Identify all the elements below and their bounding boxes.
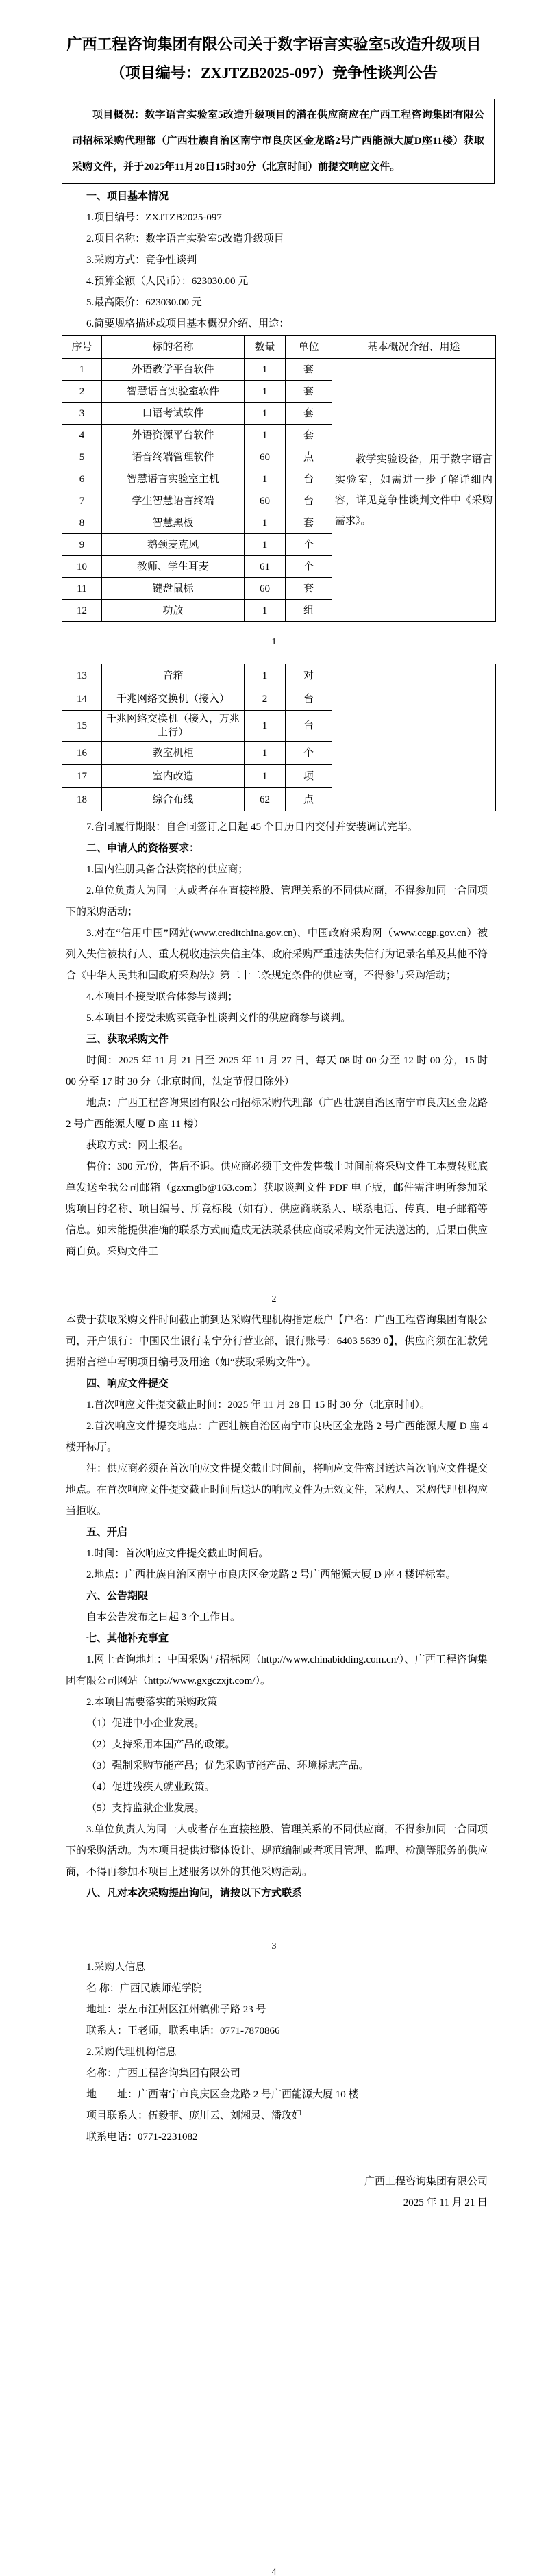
column-header: 基本概况介绍、用途 (332, 336, 496, 359)
paragraph: （1）促进中小企业发展。 (86, 1718, 205, 1729)
section4-heading: 四、响应文件提交 (86, 1378, 169, 1389)
table-cell: 1 (245, 403, 286, 425)
table-cell: 1 (245, 534, 286, 556)
section7-items (0, 1650, 548, 1883)
table-header-row (62, 336, 496, 359)
paragraph: 5.最高限价：623030.00 元 (86, 297, 202, 308)
section7-heading: 七、其他补充事宜 (86, 1633, 169, 1644)
paragraph: （5）支持监狱企业发展。 (86, 1803, 205, 1814)
price-clause-continued: 本费于获取采购文件时间截止前到达采购代理机构指定账户【户名：广西工程咨询集团有限公司，开户银行：中国民生银行南宁分行营业部，银行账号：6403 5639 0】，供应商须在汇款凭据附言栏中写明项目编号及用途（如“获取采购文件”）。 (66, 1315, 488, 1368)
signature-date: 2025 年 11 月 21 日 (403, 2197, 488, 2208)
table-cell: 千兆网络交换机（接入，万兆上行） (102, 711, 245, 742)
table-cell: 键盘鼠标 (102, 578, 245, 600)
table-cell: 综合布线 (102, 788, 245, 811)
table-cell: 1 (245, 742, 286, 765)
paragraph: 4.预算金额（人民币）：623030.00 元 (86, 276, 249, 287)
table-cell: 1 (245, 512, 286, 534)
paragraph: 联系人：王老师，联系电话：0771-7870866 (86, 2025, 280, 2036)
paragraph: 2.本项目需要落实的采购政策 (86, 1697, 218, 1708)
contact-info (0, 1957, 548, 2148)
table-cell: 外语教学平台软件 (102, 359, 245, 381)
table-cell: 2 (245, 687, 286, 711)
table-cell: 11 (62, 578, 102, 600)
table-cell: 61 (245, 556, 286, 578)
paragraph: 1.项目编号：ZXJTZB2025-097 (86, 212, 222, 223)
paragraph: 注：供应商必须在首次响应文件提交截止时间前，将响应文件密封送达首次响应文件提交地点。在首次响应文件提交截止时间后送达的响应文件为无效文件，采购人、采购代理机构应当拒收。 (66, 1463, 488, 1517)
section4-items (0, 1395, 548, 1522)
paragraph: 1.首次响应文件提交截止时间：2025 年 11 月 28 日 15 时 30 分（北京时间）。 (86, 1400, 430, 1411)
table-cell: 室内改造 (102, 765, 245, 788)
title-line2: （项目编号：ZXJTZB2025-097）竞争性谈判公告 (110, 64, 438, 81)
paragraph: 1.采购人信息 (86, 1962, 146, 1973)
table-cell: 台 (286, 687, 332, 711)
page-number-4: 4 (271, 2567, 277, 2576)
paragraph: 名 称：广西民族师范学院 (86, 1983, 202, 1994)
table-cell: 9 (62, 534, 102, 556)
table-cell: 鹅颈麦克风 (102, 534, 245, 556)
table-cell: 3 (62, 403, 102, 425)
section2-heading: 二、申请人的资格要求： (86, 843, 200, 854)
project-overview-text: 项目概况：数字语言实验室5改造升级项目的潜在供应商应在广西工程咨询集团有限公司招标采购代理部（广西壮族自治区南宁市良庆区金龙路2号广西能源大厦D座11楼）获取采购文件，并于2025年11月28日15时30分（北京时间）前提交响应文件。 (72, 110, 484, 173)
table-cell: 套 (286, 381, 332, 403)
table-description-cell (332, 664, 496, 811)
items-table-page1 (62, 335, 496, 622)
table-cell: 13 (62, 664, 102, 687)
table-cell: 个 (286, 556, 332, 578)
table-cell: 16 (62, 742, 102, 765)
table-cell: 6 (62, 468, 102, 490)
document-title (55, 0, 493, 88)
paragraph: 联系电话：0771-2231082 (86, 2132, 198, 2143)
section6-heading: 六、公告期限 (86, 1591, 149, 1602)
table-cell: 60 (245, 578, 286, 600)
paragraph: 地址：崇左市江州区江州镇佛子路 23 号 (86, 2004, 266, 2015)
project-overview-box (62, 99, 495, 184)
section3-items (0, 1050, 548, 1263)
section2-items (0, 859, 548, 1029)
page-number-2: 2 (271, 1294, 277, 1304)
table-cell: 组 (286, 600, 332, 622)
table-cell: 点 (286, 446, 332, 468)
table-cell: 14 (62, 687, 102, 711)
table-cell: 智慧语言实验室主机 (102, 468, 245, 490)
table-cell: 7 (62, 490, 102, 512)
table-cell: 套 (286, 359, 332, 381)
page-number-1: 1 (271, 637, 277, 647)
paragraph: 名称：广西工程咨询集团有限公司 (86, 2068, 241, 2079)
table-cell: 17 (62, 765, 102, 788)
table-cell: 2 (62, 381, 102, 403)
paragraph: （3）强制采购节能产品；优先采购节能产品、环境标志产品。 (86, 1760, 369, 1771)
table-cell: 外语资源平台软件 (102, 425, 245, 446)
signature-company: 广西工程咨询集团有限公司 (364, 2176, 488, 2187)
table-cell: 4 (62, 425, 102, 446)
column-header: 序号 (62, 336, 102, 359)
paragraph: 自本公告发布之日起 3 个工作日。 (86, 1612, 241, 1623)
paragraph: 项目联系人：伍毅菲、庞川云、刘湘灵、潘玫妃 (86, 2110, 303, 2121)
paragraph: 1.时间：首次响应文件提交截止时间后。 (86, 1548, 269, 1559)
items-table-page2 (62, 664, 496, 811)
table-cell: 1 (245, 600, 286, 622)
table-cell: 60 (245, 446, 286, 468)
table-cell: 语音终端管理软件 (102, 446, 245, 468)
table-cell: 62 (245, 788, 286, 811)
paragraph: 6.简要规格描述或项目基本概况介绍、用途： (86, 318, 290, 329)
table-cell: 10 (62, 556, 102, 578)
table-cell: 个 (286, 742, 332, 765)
table-cell: 1 (245, 765, 286, 788)
page-number-3: 3 (271, 1941, 277, 1952)
table-cell: 1 (245, 468, 286, 490)
table-cell: 教室机柜 (102, 742, 245, 765)
table-cell: 智慧黑板 (102, 512, 245, 534)
table-cell: 台 (286, 468, 332, 490)
table-cell: 口语考试软件 (102, 403, 245, 425)
table-cell: 套 (286, 578, 332, 600)
paragraph: 3.采购方式：竞争性谈判 (86, 255, 197, 266)
table-cell: 1 (245, 381, 286, 403)
column-header: 数量 (245, 336, 286, 359)
table-cell: 套 (286, 425, 332, 446)
section5-items (0, 1543, 548, 1586)
paragraph: （2）支持采用本国产品的政策。 (86, 1739, 236, 1750)
table-cell: 点 (286, 788, 332, 811)
table-cell: 1 (245, 425, 286, 446)
paragraph: 获取方式：网上报名。 (86, 1140, 190, 1151)
table-cell: 套 (286, 512, 332, 534)
column-header: 单位 (286, 336, 332, 359)
section5-heading: 五、开启 (86, 1527, 128, 1538)
table-cell: 对 (286, 664, 332, 687)
table-description-text: 教学实验设备，用于数字语言实验室，如需进一步了解详细内容，详见竞争性谈判文件中《采购需求》。 (335, 453, 493, 527)
paragraph: 2.单位负责人为同一人或者存在直接控股、管理关系的不同供应商，不得参加同一合同项下的采购活动； (66, 885, 488, 918)
table-cell: 1 (62, 359, 102, 381)
section1-items (0, 207, 548, 335)
paragraph: 1.国内注册具备合法资格的供应商； (86, 864, 249, 875)
paragraph: 地 址：广西南宁市良庆区金龙路 2 号广西能源大厦 10 楼 (86, 2089, 359, 2100)
table-row (62, 664, 496, 687)
table-cell: 千兆网络交换机（接入） (102, 687, 245, 711)
contract-period-clause: 7.合同履行期限：自合同签订之日起 45 个日历日内交付并安装调试完毕。 (86, 822, 418, 833)
table-cell: 教师、学生耳麦 (102, 556, 245, 578)
paragraph: 售价：300 元/份，售后不退。供应商必须于文件发售截止时间前将采购文件工本费转账底单发送至我公司邮箱（gzxmglb@163.com）获取谈判文件 PDF 电子版，邮件需注明所参加采购项目的名称、项目编号、所竞标段（如有）、供应商联系人、联系电话、传真、电子邮箱等信息。如未能提供准确的联系方式而造成无法联系供应商或采购文件无法送达的，后果由供应商自负。采购文件工 (66, 1161, 488, 1257)
paragraph: 时间：2025 年 11 月 21 日至 2025 年 11 月 27 日，每天 08 时 00 分至 12 时 00 分，15 时 00 分至 17 时 30 分（北京时间，法定节假日除外） (66, 1055, 488, 1087)
table-cell: 1 (245, 664, 286, 687)
paragraph: 3.对在“信用中国”网站(www.creditchina.gov.cn)、中国政府采购网（www.ccgp.gov.cn）被列入失信被执行人、重大税收违法失信主体、政府采购严重违法失信行为记录名单及其他不符合《中华人民共和国政府采购法》第二十二条规定条件的供应商，不得参与采购活动； (66, 928, 488, 981)
table-cell: 12 (62, 600, 102, 622)
table-cell: 60 (245, 490, 286, 512)
section1-heading: 一、项目基本情况 (86, 191, 169, 202)
paragraph: 2.地点：广西壮族自治区南宁市良庆区金龙路 2 号广西能源大厦 D 座 4 楼评标室。 (86, 1569, 456, 1580)
paragraph: 1.网上查询地址：中国采购与招标网（http://www.chinabidding.com.cn/）、广西工程咨询集团有限公司网站（http://www.gxgczxjt.com/）。 (66, 1654, 488, 1687)
table-cell: 1 (245, 711, 286, 742)
table-cell: 18 (62, 788, 102, 811)
table-cell: 项 (286, 765, 332, 788)
paragraph: 5.本项目不接受未购买竞争性谈判文件的供应商参与谈判。 (86, 1013, 351, 1024)
table-cell: 个 (286, 534, 332, 556)
table-cell: 5 (62, 446, 102, 468)
paragraph: 2.项目名称：数字语言实验室5改造升级项目 (86, 233, 284, 244)
table-cell: 功放 (102, 600, 245, 622)
section6-items (0, 1607, 548, 1628)
table-cell: 音箱 (102, 664, 245, 687)
paragraph: 2.首次响应文件提交地点：广西壮族自治区南宁市良庆区金龙路 2 号广西能源大厦 D 座 4 楼开标厅。 (66, 1421, 488, 1453)
table-cell: 1 (245, 359, 286, 381)
table-row (62, 359, 496, 381)
section3-heading: 三、获取采购文件 (86, 1034, 169, 1045)
table-cell: 智慧语言实验室软件 (102, 381, 245, 403)
paragraph: （4）促进残疾人就业政策。 (86, 1782, 215, 1793)
table-cell: 台 (286, 711, 332, 742)
table-cell: 15 (62, 711, 102, 742)
section8-heading: 八、凡对本次采购提出询问，请按以下方式联系 (86, 1888, 303, 1899)
paragraph: 3.单位负责人为同一人或者存在直接控股、管理关系的不同供应商，不得参加同一合同项下的采购活动。为本项目提供过整体设计、规范编制或者项目管理、监理、检测等服务的供应商，不得再参加本项目上述服务以外的其他采购活动。 (66, 1824, 488, 1878)
title-line1: 广西工程咨询集团有限公司关于数字语言实验室5改造升级项目 (66, 36, 482, 53)
paragraph: 地点：广西工程咨询集团有限公司招标采购代理部（广西壮族自治区南宁市良庆区金龙路 2 号广西能源大厦 D 座 11 楼） (66, 1098, 488, 1130)
table-description-cell (332, 359, 496, 622)
table-cell: 套 (286, 403, 332, 425)
paragraph: 4.本项目不接受联合体参与谈判； (86, 992, 238, 1002)
table-cell: 8 (62, 512, 102, 534)
table-cell: 台 (286, 490, 332, 512)
paragraph: 2.采购代理机构信息 (86, 2047, 177, 2058)
table-cell: 学生智慧语言终端 (102, 490, 245, 512)
column-header: 标的名称 (102, 336, 245, 359)
